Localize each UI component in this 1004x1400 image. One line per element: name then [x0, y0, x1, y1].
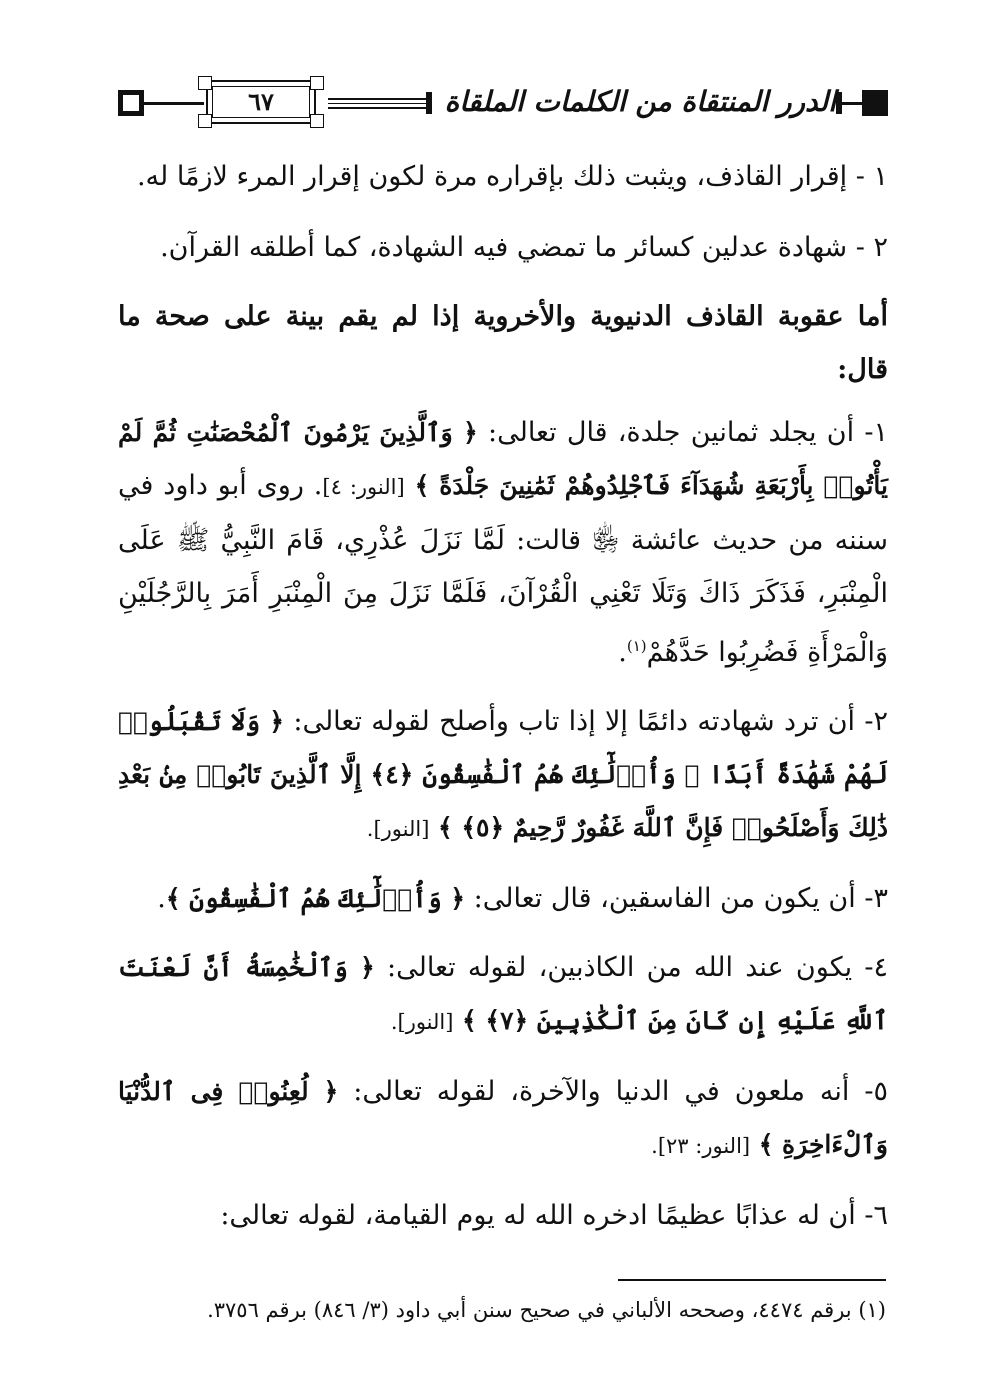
header-bar-divider [426, 92, 432, 114]
list-item [118, 1065, 888, 1173]
section-heading: أما عقوبة القاذف الدنيوية والأخروية إذا لم يقم بينة على صحة ما قال: [118, 301, 888, 385]
list-item [118, 1189, 888, 1242]
header-ornament-square-left [118, 90, 144, 116]
item-number: ١- [864, 417, 888, 448]
page-number: ٦٧ [248, 87, 274, 116]
verse-reference: [النور: ٤] [322, 475, 405, 499]
item-text: أن يكون من الفاسقين، قال تعالى: [473, 883, 856, 914]
header-rule-middle-2 [328, 107, 428, 109]
quran-verse: ﴿ وَٱلَّذِينَ يَرْمُونَ ٱلْمُحْصَنَٰتِ ثُمَّ لَمْ يَأْتُوا۟ بِأَرْبَعَةِ شُهَدَآءَ فَٱجْلِدُوهُمْ ثَمَٰنِينَ جَلْدَةً ﴾ [118, 418, 888, 500]
list-item: ١- أن يجلد ثمانين جلدة، قال تعالى: ﴿ وَٱلَّذِينَ يَرْمُونَ ٱلْمُحْصَنَٰتِ ثُمَّ لَمْ يَأْتُوا۟ بِأَرْبَعَةِ شُهَدَآءَ فَٱجْلِدُوهُمْ ثَمَٰنِينَ جَلْدَةً ﴾ [النور: ٤]. روى أبو داود في سننه من حديث عائشة ﵂ قالت: لَمَّا نَزَلَ عُذْرِي، قَامَ النَّبِيُّ ﷺ عَلَى الْمِنْبَرِ، فَذَكَرَ ذَاكَ وَتَلَا تَعْنِي الْقُرْآنَ، فَلَمَّا نَزَلَ مِنَ الْمِنْبَرِ أَمَرَ بِالرَّجُلَيْنِ وَالْمَرْأَةِ فَضُرِبُوا حَدَّهُمْ$^{(١)}$. [118, 417, 888, 668]
header-ornament-square-right [862, 90, 888, 116]
item-number: ٣- [864, 883, 888, 914]
footnote: (١) برقم ٤٤٧٤، وصححه الألباني في صحيح سنن أبي داود (٣/ ٨٤٦) برقم ٣٧٥٦. [207, 1298, 886, 1322]
item-text: أن يجلد ثمانين جلدة، قال تعالى: [488, 417, 855, 448]
item-text: أن ترد شهادته دائمًا إلا إذا تاب وأصلح لقوله تعالى: [293, 706, 856, 737]
item-text: يكون عند الله من الكاذبين، لقوله تعالى: [387, 952, 853, 983]
list-item [118, 941, 888, 1049]
item-number: ٦- [864, 1200, 888, 1231]
item-text: شهادة عدلين كسائر ما تمضي فيه الشهادة، كما أطلقه القرآن. [160, 232, 848, 263]
item-number: ١ - [855, 161, 888, 192]
page-header [118, 78, 888, 128]
verse-reference: [النور]. [366, 817, 430, 841]
item-text: أنه ملعون في الدنيا والآخرة، لقوله تعالى: [353, 1076, 850, 1107]
verse-reference: [النور: ٢٣]. [651, 1134, 751, 1158]
list-item [118, 150, 888, 203]
header-rule-middle [328, 98, 428, 100]
footnote-divider [618, 1279, 886, 1281]
item-text: أن له عذابًا عظيمًا ادخره الله له يوم القيامة، لقوله تعالى: [220, 1200, 856, 1231]
page-body [118, 150, 888, 1258]
header-rule-right [842, 102, 864, 105]
item-text-continued: . روى أبو داود في سننه من حديث عائشة ﵂ قالت: لَمَّا نَزَلَ عُذْرِي، قَامَ النَّبِيُّ ﷺ عَلَى الْمِنْبَرِ، فَذَكَرَ ذَاكَ وَتَلَا تَعْنِي الْقُرْآنَ، فَلَمَّا نَزَلَ مِنَ الْمِنْبَرِ أَمَرَ بِالرَّجُلَيْنِ وَالْمَرْأَةِ فَضُرِبُوا حَدَّهُمْ [118, 470, 888, 668]
item-number: ٥- [864, 1076, 888, 1107]
item-number: ٢ - [855, 232, 888, 263]
quran-verse: ﴿ لُعِنُوا۟ فِى ٱلدُّنْيَا وَٱلْءَاخِرَةِ ﴾ [118, 1077, 888, 1159]
list-item: ٣- أن يكون من الفاسقين، قال تعالى: ﴿ وَأُو۟لَٰٓئِكَ هُمُ ٱلْفَٰسِقُونَ ﴾. [157, 883, 888, 914]
quran-verse: ﴿ وَٱلْخَٰمِسَةُ أَنَّ لَعْنَتَ ٱللَّهِ عَلَيْهِ إِن كَانَ مِنَ ٱلْكَٰذِبِينَ ﴿٧﴾ ﴾ [118, 953, 888, 1035]
item-number: ٢- [864, 706, 888, 737]
list-item [118, 695, 888, 856]
verse-reference: [النور]. [390, 1010, 454, 1034]
item-number: ٤- [864, 952, 888, 983]
book-title: الدرر المنتقاة من الكلمات الملقاة [444, 85, 836, 118]
quran-verse: ﴿ وَأُو۟لَٰٓئِكَ هُمُ ٱلْفَٰسِقُونَ ﴾ [165, 884, 466, 913]
footnote-marker[interactable]: (١) [626, 637, 647, 655]
header-rule-middle-thin [328, 103, 428, 104]
quran-verse: ﴿ وَلَا تَقْبَلُوا۟ لَهُمْ شَهَٰدَةً أَبَدًا ۚ وَأُو۟لَٰٓئِكَ هُمُ ٱلْفَٰسِقُونَ ﴿٤﴾ إِلَّا ٱلَّذِينَ تَابُوا۟ مِنۢ بَعْدِ ذَٰلِكَ وَأَصْلَحُوا۟ فَإِنَّ ٱللَّهَ غَفُورٌ رَّحِيمٌ ﴿٥﴾ ﴾ [118, 707, 889, 842]
item-text: إقرار القاذف، ويثبت ذلك بإقراره مرة لكون إقرار المرء لازمًا له. [136, 161, 848, 192]
list-item [118, 221, 888, 274]
